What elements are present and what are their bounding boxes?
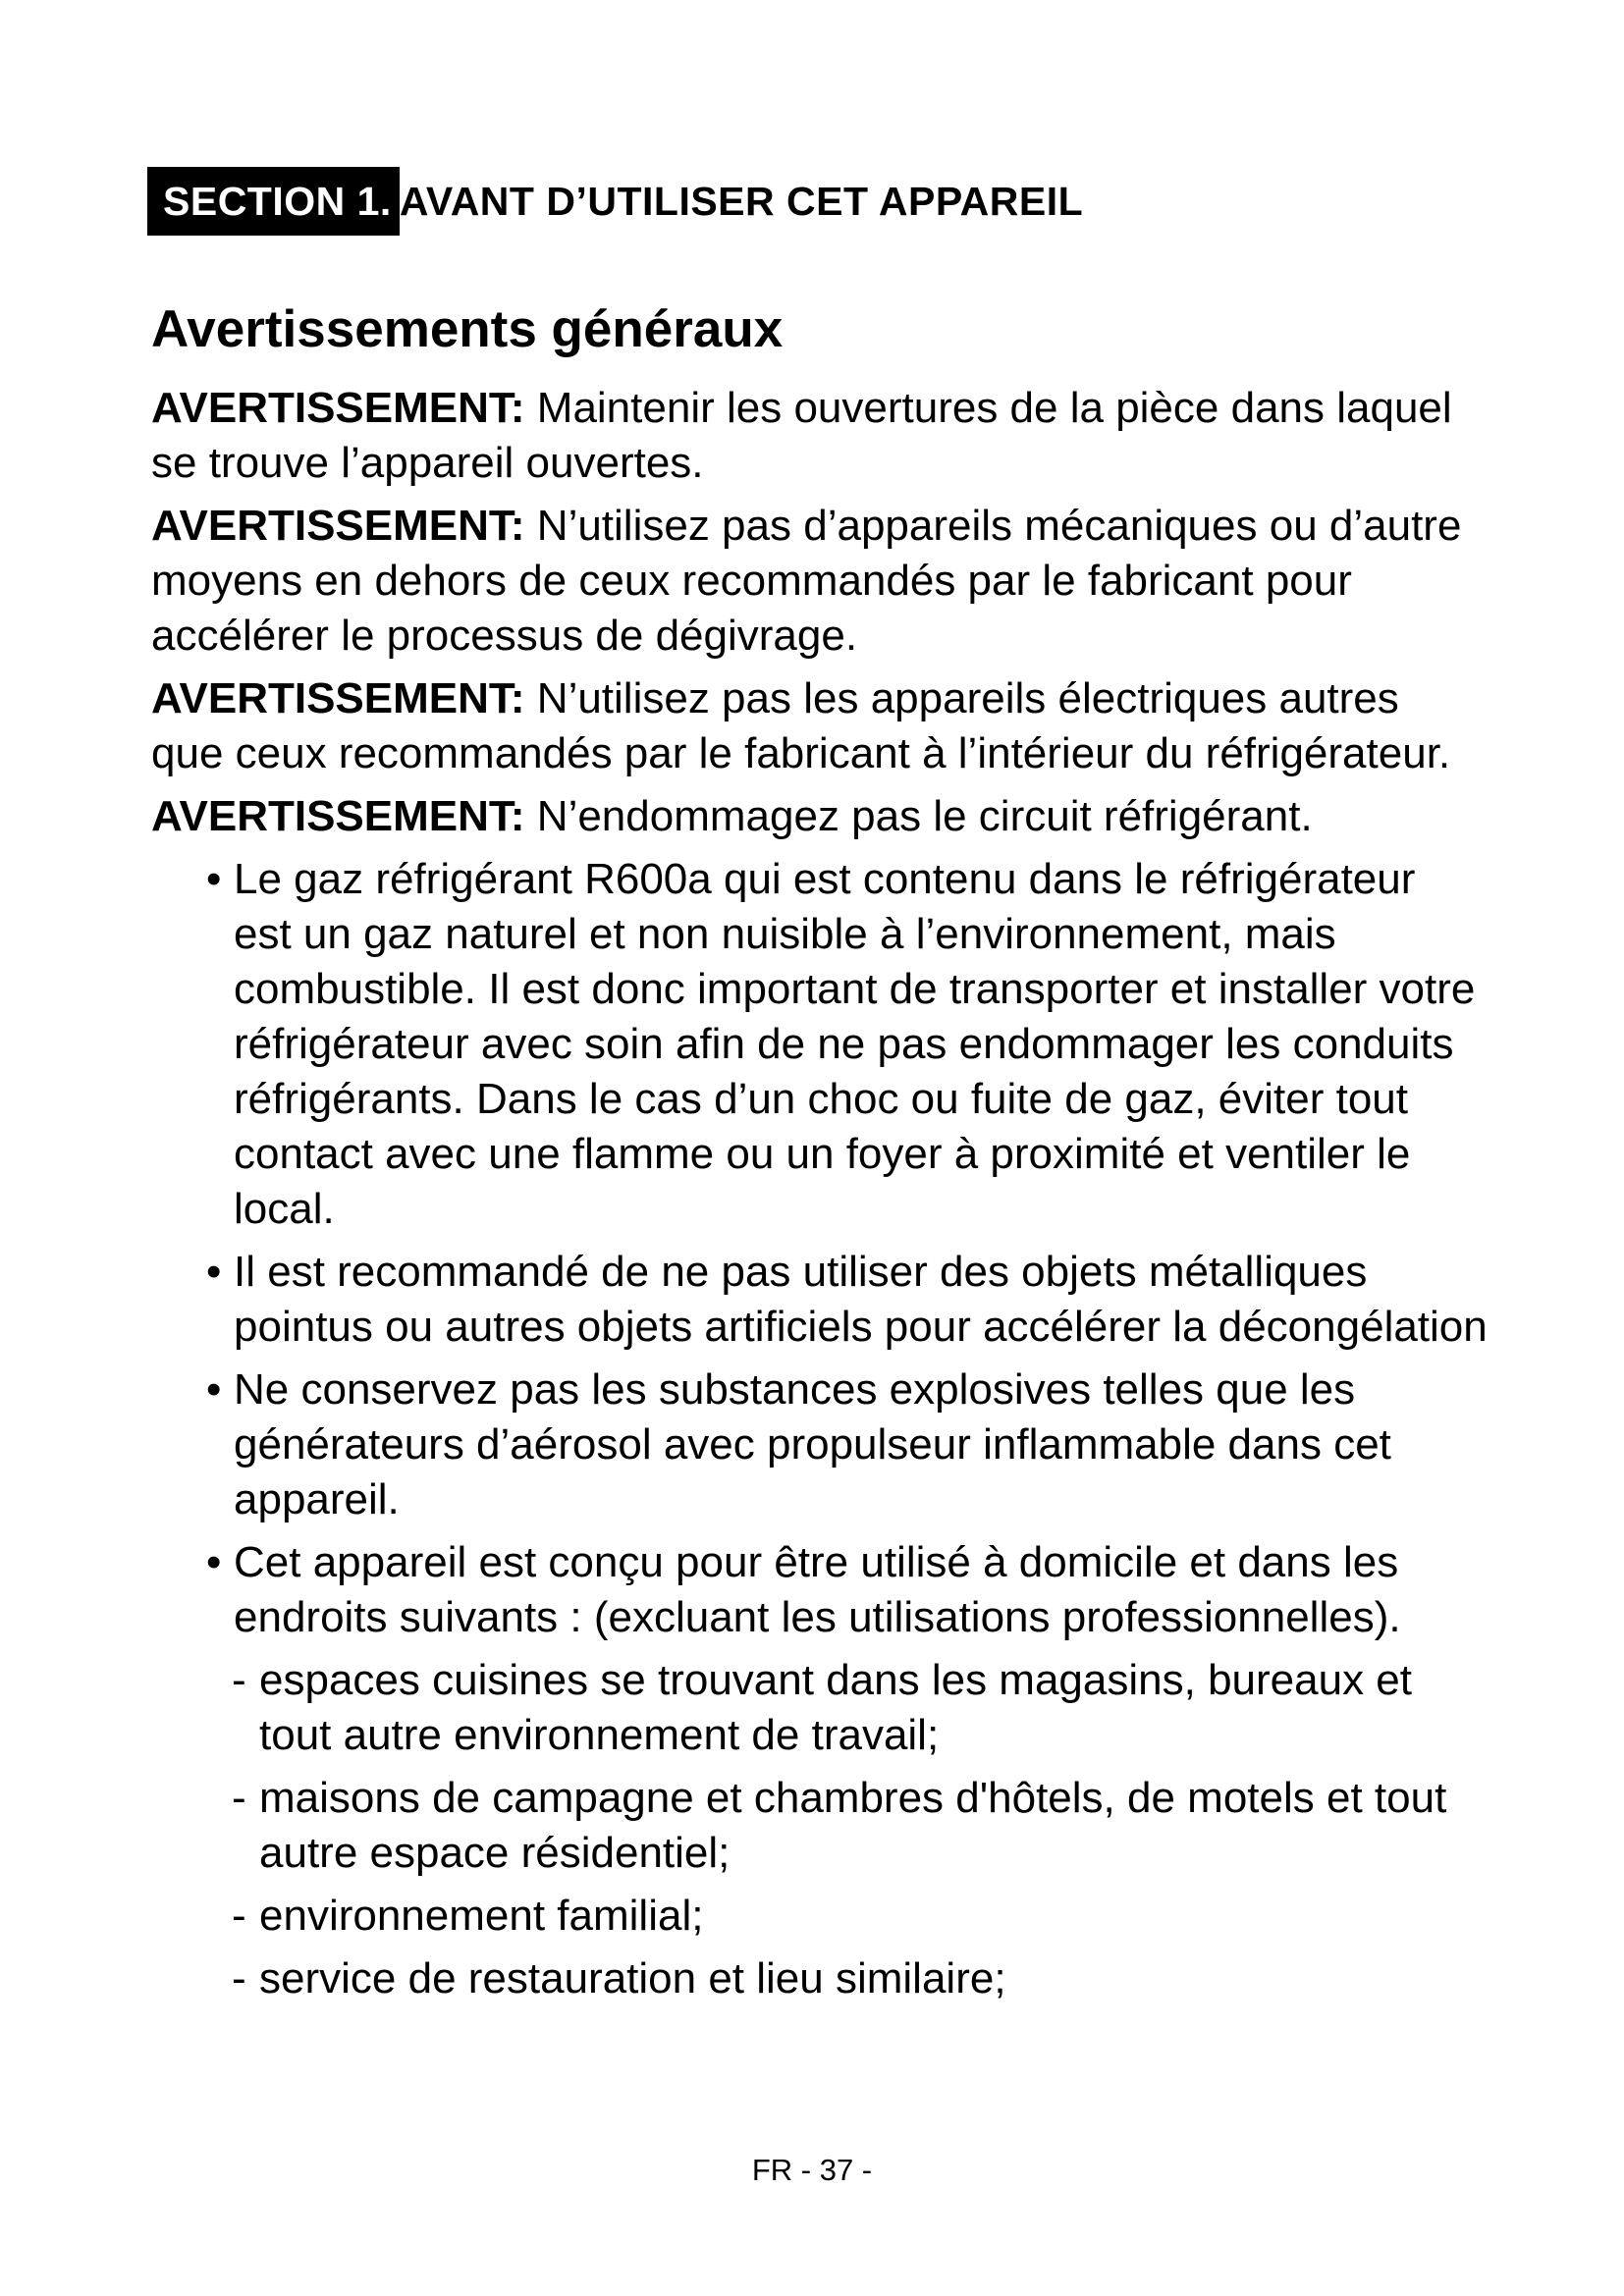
warning-text: Maintenir les ouvertures de la pièce dans laquel [524, 384, 1452, 432]
text-line: contact avec une flamme ou un foyer à proximité et ventiler le [234, 1130, 1411, 1178]
warning-label: AVERTISSEMENT: [151, 502, 525, 550]
bullet-marker: • [206, 1538, 222, 1586]
text-line: générateurs d’aérosol avec propulseur inflammable dans cet [234, 1420, 1391, 1468]
text-line [151, 671, 1624, 726]
section-header [147, 167, 1083, 236]
text-line: accélérer le processus de dégivrage. [151, 612, 858, 660]
sub-list-item [151, 1889, 1624, 1944]
bullet-marker: • [206, 1248, 222, 1296]
warning-paragraph [151, 789, 1624, 844]
text-line: combustible. Il est donc important de transporter et installer votre [234, 965, 1476, 1013]
text-line: maisons de campagne et chambres d'hôtels, de motels et tout [259, 1774, 1447, 1822]
dash-marker: - [232, 1892, 246, 1940]
dash-marker: - [232, 1774, 246, 1822]
text-line: pointus ou autres objets artificiels pour accélérer la décongélation [234, 1303, 1488, 1351]
bullet-marker: • [206, 855, 222, 903]
text-line: service de restauration et lieu similaire; [259, 1954, 1006, 2002]
dash-marker: - [232, 1954, 246, 2002]
warning-label: AVERTISSEMENT: [151, 674, 525, 722]
text-line: Cet appareil est conçu pour être utilisé à domicile et dans les [234, 1538, 1399, 1586]
text-line [151, 789, 1624, 844]
text-line: Il est recommandé de ne pas utiliser des objets métalliques [234, 1248, 1368, 1296]
text-line [151, 381, 1624, 436]
warning-paragraph [151, 381, 1624, 491]
bullet-marker: • [206, 1365, 222, 1414]
warning-text: N’endommagez pas le circuit réfrigérant. [524, 792, 1313, 840]
warning-label: AVERTISSEMENT: [151, 384, 525, 432]
sub-list-item [151, 1951, 1624, 2006]
warning-label: AVERTISSEMENT: [151, 792, 525, 840]
sub-list-item [151, 1653, 1624, 1763]
bullet-item [151, 1245, 1624, 1355]
bullet-item [151, 1362, 1624, 1527]
page-heading: Avertissements généraux [151, 300, 784, 358]
text-line [151, 499, 1624, 554]
text-line: est un gaz naturel et non nuisible à l’environnement, mais [234, 910, 1336, 958]
bullet-item [151, 1535, 1624, 1645]
text-line: tout autre environnement de travail; [259, 1711, 940, 1759]
bullet-item [151, 852, 1624, 1237]
warning-text: N’utilisez pas les appareils électriques autres [524, 674, 1399, 722]
text-line: endroits suivants : (excluant les utilisations professionnelles). [234, 1593, 1401, 1641]
warning-paragraph [151, 499, 1624, 664]
dash-marker: - [232, 1656, 246, 1704]
text-line: environnement familial; [259, 1892, 704, 1940]
text-line: se trouve l’appareil ouvertes. [151, 439, 704, 487]
text-line: réfrigérants. Dans le cas d’un choc ou fuite de gaz, éviter tout [234, 1075, 1408, 1123]
text-line: Ne conservez pas les substances explosives telles que les [234, 1365, 1356, 1414]
warning-text: N’utilisez pas d’appareils mécaniques ou d’autre [524, 502, 1462, 550]
text-line: que ceux recommandés par le fabricant à l’intérieur du réfrigérateur. [151, 729, 1451, 777]
section-number-badge: SECTION 1. [147, 167, 400, 236]
text-line: appareil. [234, 1475, 400, 1523]
text-line: espaces cuisines se trouvant dans les magasins, bureaux et [259, 1656, 1412, 1704]
page-number: FR - 37 - [751, 2153, 873, 2187]
text-line: réfrigérateur avec soin afin de ne pas endommager les conduits [234, 1020, 1454, 1068]
text-line: local. [234, 1185, 335, 1233]
text-line: Le gaz réfrigérant R600a qui est contenu dans le réfrigérateur [234, 855, 1416, 903]
sub-list-item [151, 1771, 1624, 1881]
warning-paragraph [151, 671, 1624, 781]
page-body [151, 381, 1624, 2014]
text-line: autre espace résidentiel; [259, 1829, 731, 1877]
section-title: AVANT D’UTILISER CET APPAREIL [399, 178, 1084, 224]
text-line: moyens en dehors de ceux recommandés par le fabricant pour [151, 557, 1352, 605]
